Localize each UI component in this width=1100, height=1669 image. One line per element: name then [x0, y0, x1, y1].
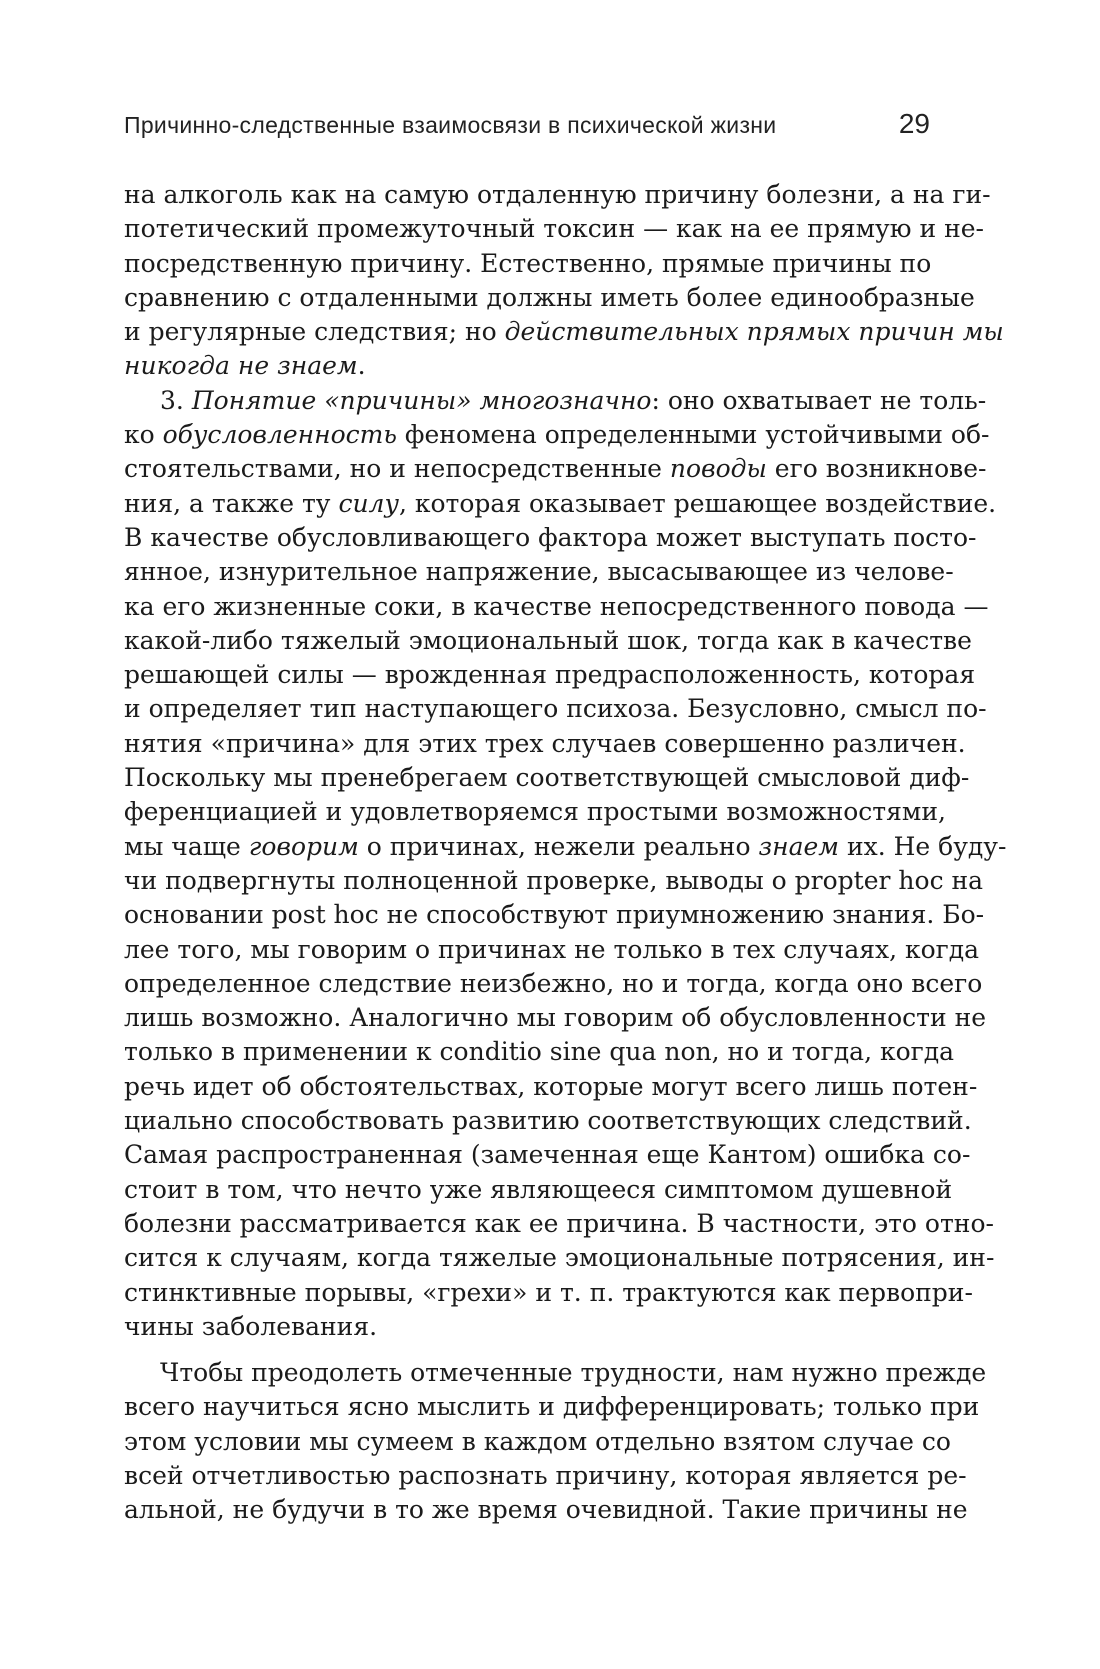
- text-line: [124, 1310, 930, 1344]
- running-head: Причинно-следственные взаимосвязи в психической жизни: [124, 112, 777, 138]
- text-line: [124, 384, 987, 418]
- text-run: : оно охватывает не толь-: [651, 385, 987, 415]
- text-line: [124, 418, 990, 452]
- text-run: и определяет тип наступающего психоза. Безусловно, смысл по-: [124, 694, 987, 724]
- text-line: [124, 178, 991, 212]
- italic-run: никогда не знаем: [124, 351, 358, 381]
- text-line: [124, 795, 946, 829]
- text-line: [124, 247, 930, 281]
- text-run: ко: [124, 420, 163, 450]
- text-line: [124, 212, 984, 246]
- text-line: [124, 555, 954, 589]
- text-line: [124, 521, 977, 555]
- text-run: речь идет об обстоятельствах, которые могут всего лишь потен-: [124, 1071, 978, 1101]
- text-line: [124, 727, 966, 761]
- text-run: янное, изнурительное напряжение, высасывающее из челове-: [124, 557, 954, 587]
- text-run: .: [357, 351, 366, 381]
- text-run: только в применении к conditio sine qua non, но и тогда, когда: [124, 1037, 955, 1067]
- text-run: альной, не будучи в то же время очевидной. Такие причины не: [124, 1495, 968, 1525]
- text-run: определенное следствие неизбежно, но и тогда, когда оно всего: [124, 968, 983, 998]
- text-line: [124, 1425, 951, 1459]
- paragraph: [124, 384, 1007, 1344]
- text-run: , которая оказывает решающее воздействие.: [398, 488, 997, 518]
- italic-run: действительных прямых причин мы: [504, 317, 1004, 347]
- text-run: В качестве обусловливающего фактора может выступать посто-: [124, 522, 977, 552]
- text-run: чины заболевания.: [124, 1311, 378, 1341]
- text-line: [124, 590, 989, 624]
- text-line: [124, 1173, 953, 1207]
- text-run: на алкоголь как на самую отдаленную причину болезни, а на ги-: [124, 180, 991, 209]
- text-run: ка его жизненные соки, в качестве непосредственного повода —: [124, 591, 989, 621]
- text-line: [124, 1070, 978, 1104]
- text-line: [124, 281, 975, 315]
- text-line: [124, 487, 997, 521]
- text-line: [124, 1035, 955, 1069]
- text-run: посредственную причину. Естественно, прямые причины по: [124, 248, 932, 278]
- text-run: и регулярные следствия; но: [124, 317, 505, 347]
- italic-run: обусловленность: [162, 420, 397, 450]
- text-line: [124, 349, 930, 383]
- text-line: [124, 761, 970, 795]
- italic-run: говорим: [248, 831, 359, 861]
- italic-run: силу: [338, 488, 399, 518]
- text-line: [124, 898, 985, 932]
- text-run: основании post hoc не способствуют приумножению знания. Бо-: [124, 900, 985, 930]
- text-run: о причинах, нежели реально: [358, 831, 759, 861]
- text-line: [124, 1138, 971, 1172]
- body-text: [124, 178, 1007, 1528]
- text-run: мы чаще: [124, 831, 249, 861]
- text-run: сится к случаям, когда тяжелые эмоциональные потрясения, ин-: [124, 1243, 995, 1273]
- text-run: чи подвергнуты полноценной проверке, выводы о propter hoc на: [124, 865, 984, 895]
- text-line: [124, 1390, 980, 1424]
- text-line: [124, 452, 987, 486]
- italic-run: знаем: [758, 831, 839, 861]
- text-line: [124, 864, 984, 898]
- text-run: всего научиться ясно мыслить и дифференцировать; только при: [124, 1392, 980, 1422]
- text-run: Поскольку мы пренебрегаем соответствующей смысловой диф-: [124, 763, 970, 793]
- page-header: [124, 108, 930, 148]
- text-run: стоит в том, что нечто уже являющееся симптомом душевной: [124, 1174, 953, 1204]
- text-line: [124, 967, 983, 1001]
- text-line: [124, 624, 972, 658]
- text-run: болезни рассматривается как ее причина. В частности, это отно-: [124, 1208, 994, 1238]
- italic-run: поводы: [669, 454, 767, 484]
- text-line: [124, 315, 1004, 349]
- paragraph: [124, 178, 1004, 384]
- text-run: ния, а также ту: [124, 488, 339, 518]
- text-line: [124, 1207, 994, 1241]
- text-run: стоятельствами, но и непосредственные: [124, 454, 670, 484]
- text-line: [124, 1001, 987, 1035]
- text-run: лее того, мы говорим о причинах не только в тех случаях, когда: [124, 934, 980, 964]
- text-run: нятия «причина» для этих трех случаев совершенно различен.: [124, 728, 966, 758]
- italic-run: Понятие «причины» многозначно: [191, 385, 652, 415]
- text-line: [124, 830, 1007, 864]
- text-run: Чтобы преодолеть отмеченные трудности, нам нужно прежде: [160, 1358, 987, 1388]
- text-line: [124, 1459, 967, 1493]
- text-run: решающей силы — врожденная предрасположенность, которая: [124, 660, 976, 690]
- text-line: [124, 1493, 968, 1527]
- text-run: Самая распространенная (замеченная еще Кантом) ошибка со-: [124, 1140, 971, 1170]
- text-run: их. Не буду-: [839, 831, 1007, 861]
- paragraph: [124, 1356, 987, 1527]
- text-run: сравнению с отдаленными должны иметь более единообразные: [124, 282, 975, 312]
- page-number: 29: [898, 108, 930, 139]
- text-line: [124, 658, 976, 692]
- text-run: лишь возможно. Аналогично мы говорим об обусловленности не: [124, 1003, 987, 1033]
- text-line: [124, 1356, 987, 1390]
- text-run: какой-либо тяжелый эмоциональный шок, тогда как в качестве: [124, 625, 972, 655]
- text-line: [124, 933, 980, 967]
- text-run: ференциацией и удовлетворяемся простыми возможностями,: [124, 797, 946, 827]
- text-run: всей отчетливостью распознать причину, которая является ре-: [124, 1460, 967, 1490]
- text-run: 3.: [160, 385, 192, 415]
- text-run: этом условии мы сумеем в каждом отдельно взятом случае со: [124, 1426, 951, 1456]
- text-run: его возникнове-: [766, 454, 987, 484]
- text-run: стинктивные порывы, «грехи» и т. п. трактуются как первопри-: [124, 1277, 973, 1307]
- text-run: потетический промежуточный токсин — как на ее прямую и не-: [124, 214, 984, 244]
- text-line: [124, 692, 987, 726]
- text-line: [124, 1276, 973, 1310]
- text-run: феномена определенными устойчивыми об-: [396, 420, 990, 450]
- text-line: [124, 1241, 995, 1275]
- text-run: циально способствовать развитию соответствующих следствий.: [124, 1106, 972, 1136]
- text-line: [124, 1104, 972, 1138]
